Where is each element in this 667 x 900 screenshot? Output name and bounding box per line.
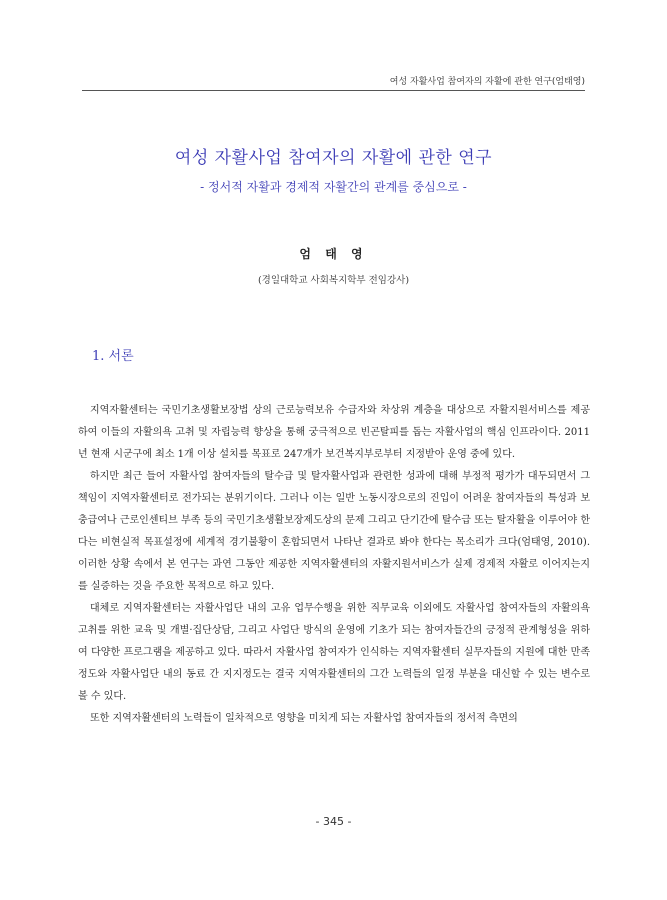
body-paragraph: 하지만 최근 들어 자활사업 참여자들의 탈수급 및 탈자활사업과 관련한 성과에 대해 부정적 평가가 대두되면서 그 책임이 지역자활센터로 전가되는 분위기이다. 그러나 이는 일반 노동시장으로의 진입이 어려운 참여자들의 특성과 보충급여나 근로인센티브 부족 등의 국민기초생활보장제도상의 문제 그리고 단기간에 탈수급 또는 탈자활을 이루어야 한다는 비현실적 목표설정에 세계적 경기불황이 혼합되면서 나타난 결과로 봐야 한다는 목소리가 크다(엄태영, 2010). 이러한 상황 속에서 본 연구는 과연 그동안 제공한 지역자활센터의 자활지원서비스가 실제 경제적 자활로 이어지는지를 실증하는 것을 주요한 목적으로 하고 있다. bbox=[78, 471, 590, 592]
paper-subtitle: - 정서적 자활과 경제적 자활간의 관계를 중심으로 - bbox=[200, 180, 467, 194]
section-body bbox=[78, 400, 590, 730]
body-paragraph: 대체로 지역자활센터는 자활사업단 내의 고유 업무수행을 위한 직무교육 이외에도 자활사업 참여자들의 자활의욕 고취를 위한 교육 및 개별·집단상담, 그리고 사업단 방식의 운영에 기초가 되는 참여자들간의 긍정적 관계형성을 위하여 다양한 프로그램을 제공하고 있다. 따라서 자활사업 참여자가 인식하는 지역자활센터 실무자들의 지원에 대한 만족정도와 자활사업단 내의 동료 간 지지정도는 결국 지역자활센터의 그간 노력들의 일정 부분을 대신할 수 있는 변수로 볼 수 있다. bbox=[78, 603, 590, 702]
paper-title: 여성 자활사업 참여자의 자활에 관한 연구 bbox=[174, 148, 493, 168]
author-affiliation: (경일대학교 사회복지학부 전임강사) bbox=[257, 275, 410, 286]
page-number: - 345 - bbox=[315, 815, 352, 828]
section-heading: 1. 서론 bbox=[92, 349, 134, 364]
body-paragraph: 또한 지역자활센터의 노력들이 일차적으로 영향을 미치게 되는 자활사업 참여자들의 정서적 측면의 bbox=[90, 713, 518, 724]
author-name: 엄 태 영 bbox=[299, 247, 368, 261]
body-paragraph: 지역자활센터는 국민기초생활보장법 상의 근로능력보유 수급자와 차상위 계층을 대상으로 자활지원서비스를 제공하여 이들의 자활의욕 고취 및 자립능력 향상을 통해 궁극적으로 빈곤탈피를 돕는 자활사업의 핵심 인프라이다. 2011년 현재 시군구에 최소 1개 이상 설치를 목표로 247개가 보건복지부로부터 지정받아 운영 중에 있다. bbox=[78, 405, 590, 460]
running-header: 여성 자활사업 참여자의 자활에 관한 연구(엄태영) bbox=[82, 74, 585, 91]
